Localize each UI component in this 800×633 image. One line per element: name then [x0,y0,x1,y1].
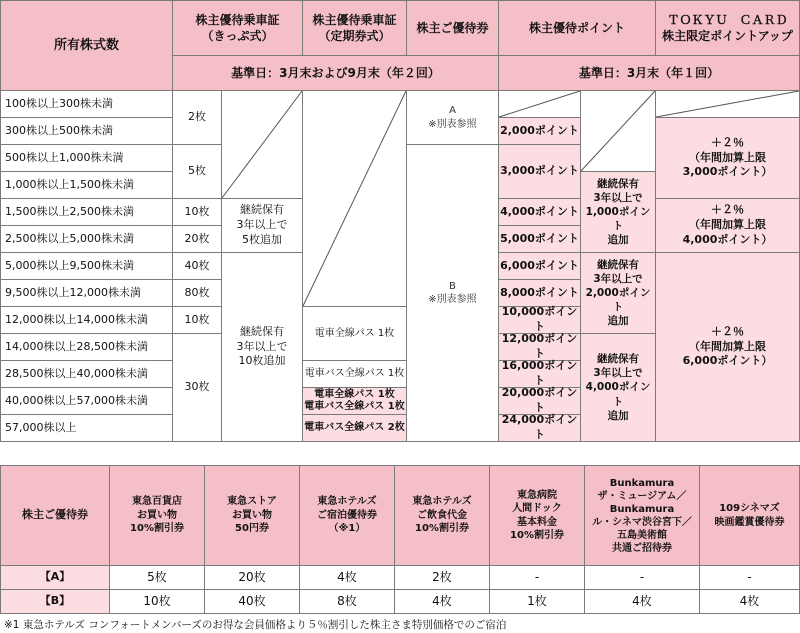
points-value: 5,000ポイント [498,225,581,253]
ticket-count: 2枚 [172,90,222,145]
points-value: 4,000ポイント [498,198,581,226]
pass-train-bus: 電車バス全線パス 1枚 [302,360,407,388]
points-value: 16,000ポイント [498,360,581,388]
row-a-value: - [699,565,800,590]
points-value: 24,000ポイント [498,414,581,442]
share-range-row: 40,000株以上57,000株未満 [0,387,173,415]
row-b-value: 4枚 [699,589,800,614]
points-value: 2,000ポイント [498,117,581,145]
row-b-value: 8枚 [299,589,395,614]
header-card: ＴＯＫＹＵ ＣＡＲＤ 株主限定ポイントアップ [655,0,800,56]
coupon-column-header: 東急ホテルズ ご飲食代金 10%割引券 [394,465,490,566]
coupon-table-header: 株主ご優待券 [0,465,110,566]
diagonal-line [580,90,656,172]
row-a-label: 【A】 [0,565,110,590]
footnote: ※1 東急ホテルズ コンフォートメンバーズのお得な会員価格より５％割引した株主さま特別価格でのご宿泊 [4,619,507,631]
share-range-row: 100株以上300株未満 [0,90,173,118]
diagonal-line [498,90,581,118]
point-bonus: 継続保有 3年以上で 4,000ポイント 追加 [580,333,656,442]
card-point-up: ＋２％ （年間加算上限 6,000ポイント） [655,252,800,442]
share-range-row: 2,500株以上5,000株未満 [0,225,173,253]
ticket-bonus: 継続保有 3年以上で 10枚追加 [221,252,303,442]
share-range-row: 9,500株以上12,000株未満 [0,279,173,307]
card-point-up: ＋２％ （年間加算上限 3,000ポイント） [655,117,800,199]
coupon-column-header: 東急ストア お買い物 50円券 [204,465,300,566]
pass-empty [302,90,407,307]
ticket-count: 80枚 [172,279,222,307]
ticket-count: 20枚 [172,225,222,253]
ticket-count: 5枚 [172,144,222,199]
row-a-value: 20枚 [204,565,300,590]
ticket-count: 30枚 [172,333,222,442]
card-empty [655,90,800,118]
pass-train: 電車全線パス 1枚 [302,306,407,361]
row-a-value: 5枚 [109,565,205,590]
row-b-value: 40枚 [204,589,300,614]
share-range-row: 1,500株以上2,500株未満 [0,198,173,226]
points-value: 8,000ポイント [498,279,581,307]
points-value: 3,000ポイント [498,144,581,199]
points-value: 12,000ポイント [498,333,581,361]
row-b-value: 4枚 [394,589,490,614]
row-b-value: 4枚 [584,589,700,614]
share-range-row: 500株以上1,000株未満 [0,144,173,172]
base-date-semiannual: 基準日：3月末および9月末（年２回） [172,55,499,91]
row-b-value: 1枚 [489,589,585,614]
row-a-value: 2枚 [394,565,490,590]
row-a-value: - [584,565,700,590]
row-a-value: - [489,565,585,590]
card-point-up: ＋２％ （年間加算上限 4,000ポイント） [655,198,800,253]
coupon-column-header: Bunkamura ザ・ミュージアム／ Bunkamura ル・シネマ渋谷宮下／ 五島美術館 共通ご招待券 [584,465,700,566]
share-range-row: 1,000株以上1,500株未満 [0,171,173,199]
header-pass: 株主優待乗車証 （定期券式） [302,0,407,56]
header-coupon: 株主ご優待券 [406,0,499,56]
coupon-column-header: 109シネマズ 映画鑑賞優待券 [699,465,800,566]
diagonal-line [655,90,800,118]
header-ticket: 株主優待乗車証 （きっぷ式） [172,0,303,56]
ticket-count: 40枚 [172,252,222,280]
points-value: 6,000ポイント [498,252,581,280]
row-a-value: 4枚 [299,565,395,590]
ticket-bonus-empty [221,90,303,199]
ticket-count: 10枚 [172,306,222,334]
coupon-b: B ※別表参照 [406,144,499,442]
pass-train-bus-2: 電車バス全線パス 2枚 [302,414,407,442]
coupon-a: A ※別表参照 [406,90,499,145]
header-shares: 所有株式数 [0,0,173,91]
ticket-count: 10枚 [172,198,222,226]
share-range-row: 300株以上500株未満 [0,117,173,145]
pass-combined: 電車全線パス 1枚 電車バス全線パス 1枚 [302,387,407,415]
point-bonus: 継続保有 3年以上で 2,000ポイント 追加 [580,252,656,334]
points-empty [498,90,581,118]
points-value: 10,000ポイント [498,306,581,334]
share-range-row: 12,000株以上14,000株未満 [0,306,173,334]
coupon-column-header: 東急百貨店 お買い物 10%割引券 [109,465,205,566]
coupon-column-header: 東急ホテルズ ご宿泊優待券 （※1） [299,465,395,566]
share-range-row: 14,000株以上28,500株未満 [0,333,173,361]
diagonal-line [302,90,407,307]
row-b-label: 【B】 [0,589,110,614]
diagonal-line [221,90,303,199]
header-points: 株主優待ポイント [498,0,656,56]
ticket-bonus: 継続保有 3年以上で 5枚追加 [221,198,303,253]
row-b-value: 10枚 [109,589,205,614]
point-bonus-empty [580,90,656,172]
coupon-column-header: 東急病院 人間ドック 基本料金 10%割引券 [489,465,585,566]
point-bonus: 継続保有 3年以上で 1,000ポイント 追加 [580,171,656,253]
base-date-annual: 基準日：3月末（年１回） [498,55,800,91]
share-range-row: 28,500株以上40,000株未満 [0,360,173,388]
share-range-row: 5,000株以上9,500株未満 [0,252,173,280]
share-range-row: 57,000株以上 [0,414,173,442]
points-value: 20,000ポイント [498,387,581,415]
